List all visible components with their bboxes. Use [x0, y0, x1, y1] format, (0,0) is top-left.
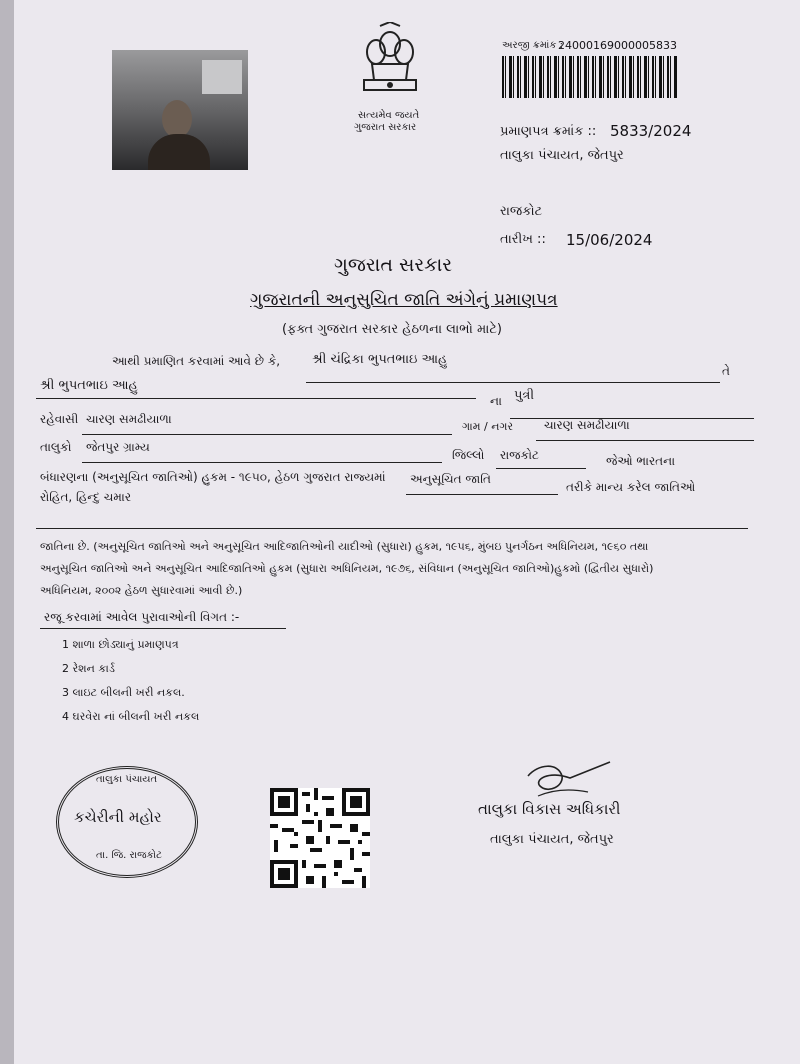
certify-text: આથી પ્રમાણિત કરવામાં આવે છે કે,: [112, 354, 281, 368]
evidence-item: 1 શાળા છોડ્યાનું પ્રમાણપત્ર: [62, 638, 179, 651]
line4-end: જેઓ ભારતના: [606, 454, 676, 468]
national-emblem-icon: [350, 22, 430, 108]
te-text: તે: [722, 364, 730, 378]
relation: પુત્રી: [514, 388, 535, 403]
na-text: ના: [490, 394, 502, 408]
underline: [496, 468, 586, 469]
emblem-caption-2: ગુજરાત સરકાર: [354, 122, 417, 133]
paragraph-line-1: જાતિના છે. (અનુસૂચિત જાતિઓ અને અનુસૂચિત આદિજાતિઓની યાદીઓ (સુધારા) હુકમ, ૧૯૫૬, મુંબઇ પુનર્ગઠન અધિનિયમ, ૧૯૬૦ તથા: [40, 540, 649, 553]
caste: રોહિત, હિન્દુ ચમાર: [40, 490, 132, 504]
taluka-label: તાલુકો: [40, 440, 72, 454]
seal-top-text: તાલુકા પંચાયત: [96, 774, 158, 785]
underline: [36, 528, 748, 529]
place: રાજકોટ: [500, 204, 543, 219]
underline: [82, 434, 452, 435]
village: ચારણ સમઢીયાળા: [544, 418, 630, 432]
emblem-caption-1: સત્યમેવ જયતે: [358, 110, 420, 121]
district-label: જિલ્લો: [452, 448, 485, 462]
certificate-number: 5833/2024: [610, 122, 692, 140]
father-name: શ્રી ભુપતભાઇ આહુ: [40, 378, 138, 393]
underline: [40, 628, 286, 629]
underline: [82, 462, 442, 463]
signatory-title: તાલુકા વિકાસ અધિકારી: [478, 800, 621, 818]
application-number: 24000169000005833: [558, 39, 677, 52]
district: રાજકોટ: [500, 448, 539, 462]
line5-start: બંધારણના (અનુસૂચિત જાતિઓ) હુકમ - ૧૯૫૦, હેઠળ ગુજરાત રાજ્યમાં: [40, 470, 386, 484]
seal-center-text: કચેરીની મહોર: [74, 808, 162, 826]
application-number-label: અરજી ક્રમાંક :: [502, 40, 563, 51]
underline: [36, 398, 476, 399]
paragraph-line-3: અધિનિયમ, ૨૦૦૨ હેઠળ સુધારવામાં આવી છે.): [40, 584, 243, 597]
underline: [406, 494, 558, 495]
certificate-number-label: પ્રમાણપત્ર ક્રમાંક ::: [500, 124, 597, 139]
paragraph-line-2: અનુસૂચિત જાતિઓ અને અનુસૂચિત આદિજાતિઓ હુકમ (સુધારા અધિનિયમ, ૧૯૭૬, સંવિધાન (અનુસૂચિત જાતિઓ)હુકમો (દ્વિતીય સુધારો): [40, 562, 654, 575]
issuing-office: તાલુકા પંચાયત, જેતપુર: [500, 148, 624, 163]
seal-bottom-text: તા. જિ. રાજકોટ: [96, 850, 162, 861]
government-title: ગુજરાત સરકાર: [334, 254, 453, 276]
resident-label: રહેવાસી: [40, 412, 79, 426]
category: અનુસૂચિત જાતિ: [410, 472, 491, 486]
taluka: જેતપુર ગ્રામ્ય: [86, 440, 150, 454]
applicant-name: શ્રી ચંદ્રિકા ભુપતભાઇ આહુ: [312, 352, 448, 367]
certificate-subtitle: (ફક્ત ગુજરાત સરકાર હેઠળના લાભો માટે): [282, 322, 502, 337]
evidence-item: 3 લાઇટ બીલની ખરી નકલ.: [62, 686, 185, 699]
evidence-item: 2 રેશન કાર્ડ: [62, 662, 115, 675]
resident: ચારણ સમઢીયાળા: [86, 412, 172, 426]
evidence-item: 4 ઘરવેરા નાં બીલની ખરી નકલ: [62, 710, 200, 723]
underline: [306, 382, 720, 383]
village-label: ગામ / નગર: [462, 420, 514, 433]
signatory-office: તાલુકા પંચાયત, જેતપુર: [490, 832, 614, 847]
evidence-heading: રજૂ કરવામાં આવેલ પુરાવાઓની વિગત :-: [44, 610, 240, 624]
applicant-photo: [112, 50, 248, 170]
line5-end: તરીકે માન્ય કરેલ જાતિઓ: [566, 480, 696, 494]
barcode: [502, 56, 678, 98]
date-label: તારીખ ::: [500, 232, 546, 247]
signature-icon: [518, 756, 614, 806]
certificate-title: ગુજરાતની અનુસુચિત જાતિ અંગેનું પ્રમાણપત્ર: [250, 290, 558, 310]
underline: [536, 440, 754, 441]
date: 15/06/2024: [566, 231, 653, 249]
qr-code: [270, 788, 370, 888]
